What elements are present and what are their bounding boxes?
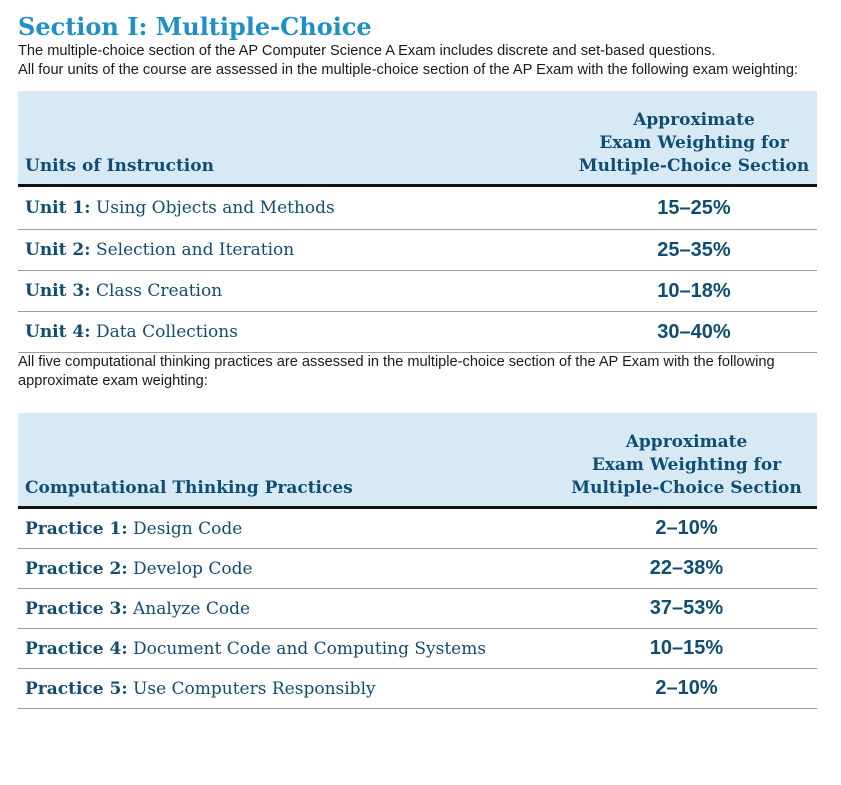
practice-weight: 22–38% [556,549,817,589]
table-header-row [18,413,817,508]
table-header-row [18,91,817,186]
practice-name: Document Code and Computing Systems [133,638,487,659]
table-row [18,589,817,629]
table-row [18,669,817,709]
table-row [18,629,817,669]
unit-cell [18,230,571,271]
unit-name: Selection and Iteration [95,240,295,260]
unit-weight: 25–35% [571,230,817,271]
practice-label: Practice 2: [25,558,128,579]
practice-weight: 2–10% [556,508,817,549]
practice-cell [18,549,556,589]
section-title: Section I: Multiple-Choice [18,12,372,41]
practice-weight: 37–53% [556,589,817,629]
unit-label: Unit 1: [25,198,91,218]
header-line: Exam Weighting for [599,133,789,153]
practice-cell [18,629,556,669]
unit-name: Data Collections [95,322,238,342]
table-row [18,549,817,589]
intro-paragraph-2: All four units of the course are assessed in the multiple-choice section of the AP Exam with the following exam weighting: [18,62,799,78]
practice-weight: 10–15% [556,629,817,669]
unit-label: Unit 4: [25,322,91,342]
header-line: Approximate [633,110,755,130]
practice-label: Practice 1: [25,518,128,539]
unit-name: Using Objects and Methods [95,198,335,218]
table-row [18,312,817,353]
header-line: Exam Weighting for [591,455,782,475]
table-row [18,271,817,312]
practice-label: Practice 5: [25,678,128,699]
unit-weight: 10–18% [571,271,817,312]
practice-cell [18,589,556,629]
practice-name: Design Code [133,518,243,539]
intro-paragraph-1: The multiple-choice section of the AP Computer Science A Exam includes discrete and set-based questions. [18,43,716,59]
practice-name: Use Computers Responsibly [133,678,376,699]
practice-cell [18,508,556,549]
unit-name: Class Creation [95,281,223,301]
practice-name: Analyze Code [133,598,251,619]
practice-label: Practice 4: [25,638,128,659]
practice-name: Develop Code [133,558,253,579]
unit-label: Unit 2: [25,240,91,260]
practices-header-left: Computational Thinking Practices [18,413,556,508]
header-line: Multiple-Choice Section [578,156,810,176]
practice-weight: 2–10% [556,669,817,709]
unit-label: Unit 3: [25,281,91,301]
unit-weight: 15–25% [571,186,817,230]
table-row [18,186,817,230]
units-header-right [571,91,817,186]
practice-cell [18,669,556,709]
table-row [18,230,817,271]
table-row [18,508,817,549]
document-page [18,0,818,709]
units-header-left: Units of Instruction [18,91,571,186]
header-line: Multiple-Choice Section [571,478,802,498]
unit-cell [18,312,571,353]
unit-cell [18,186,571,230]
practices-weighting-table [18,413,817,709]
units-weighting-table [18,91,817,353]
practices-intro-paragraph: All five computational thinking practices are assessed in the multiple-choice section of the AP Exam with the following approximate exam weighting: [18,354,775,389]
header-line: Approximate [625,432,748,452]
unit-cell [18,271,571,312]
unit-weight: 30–40% [571,312,817,353]
practice-label: Practice 3: [25,598,128,619]
practices-header-right [556,413,817,508]
